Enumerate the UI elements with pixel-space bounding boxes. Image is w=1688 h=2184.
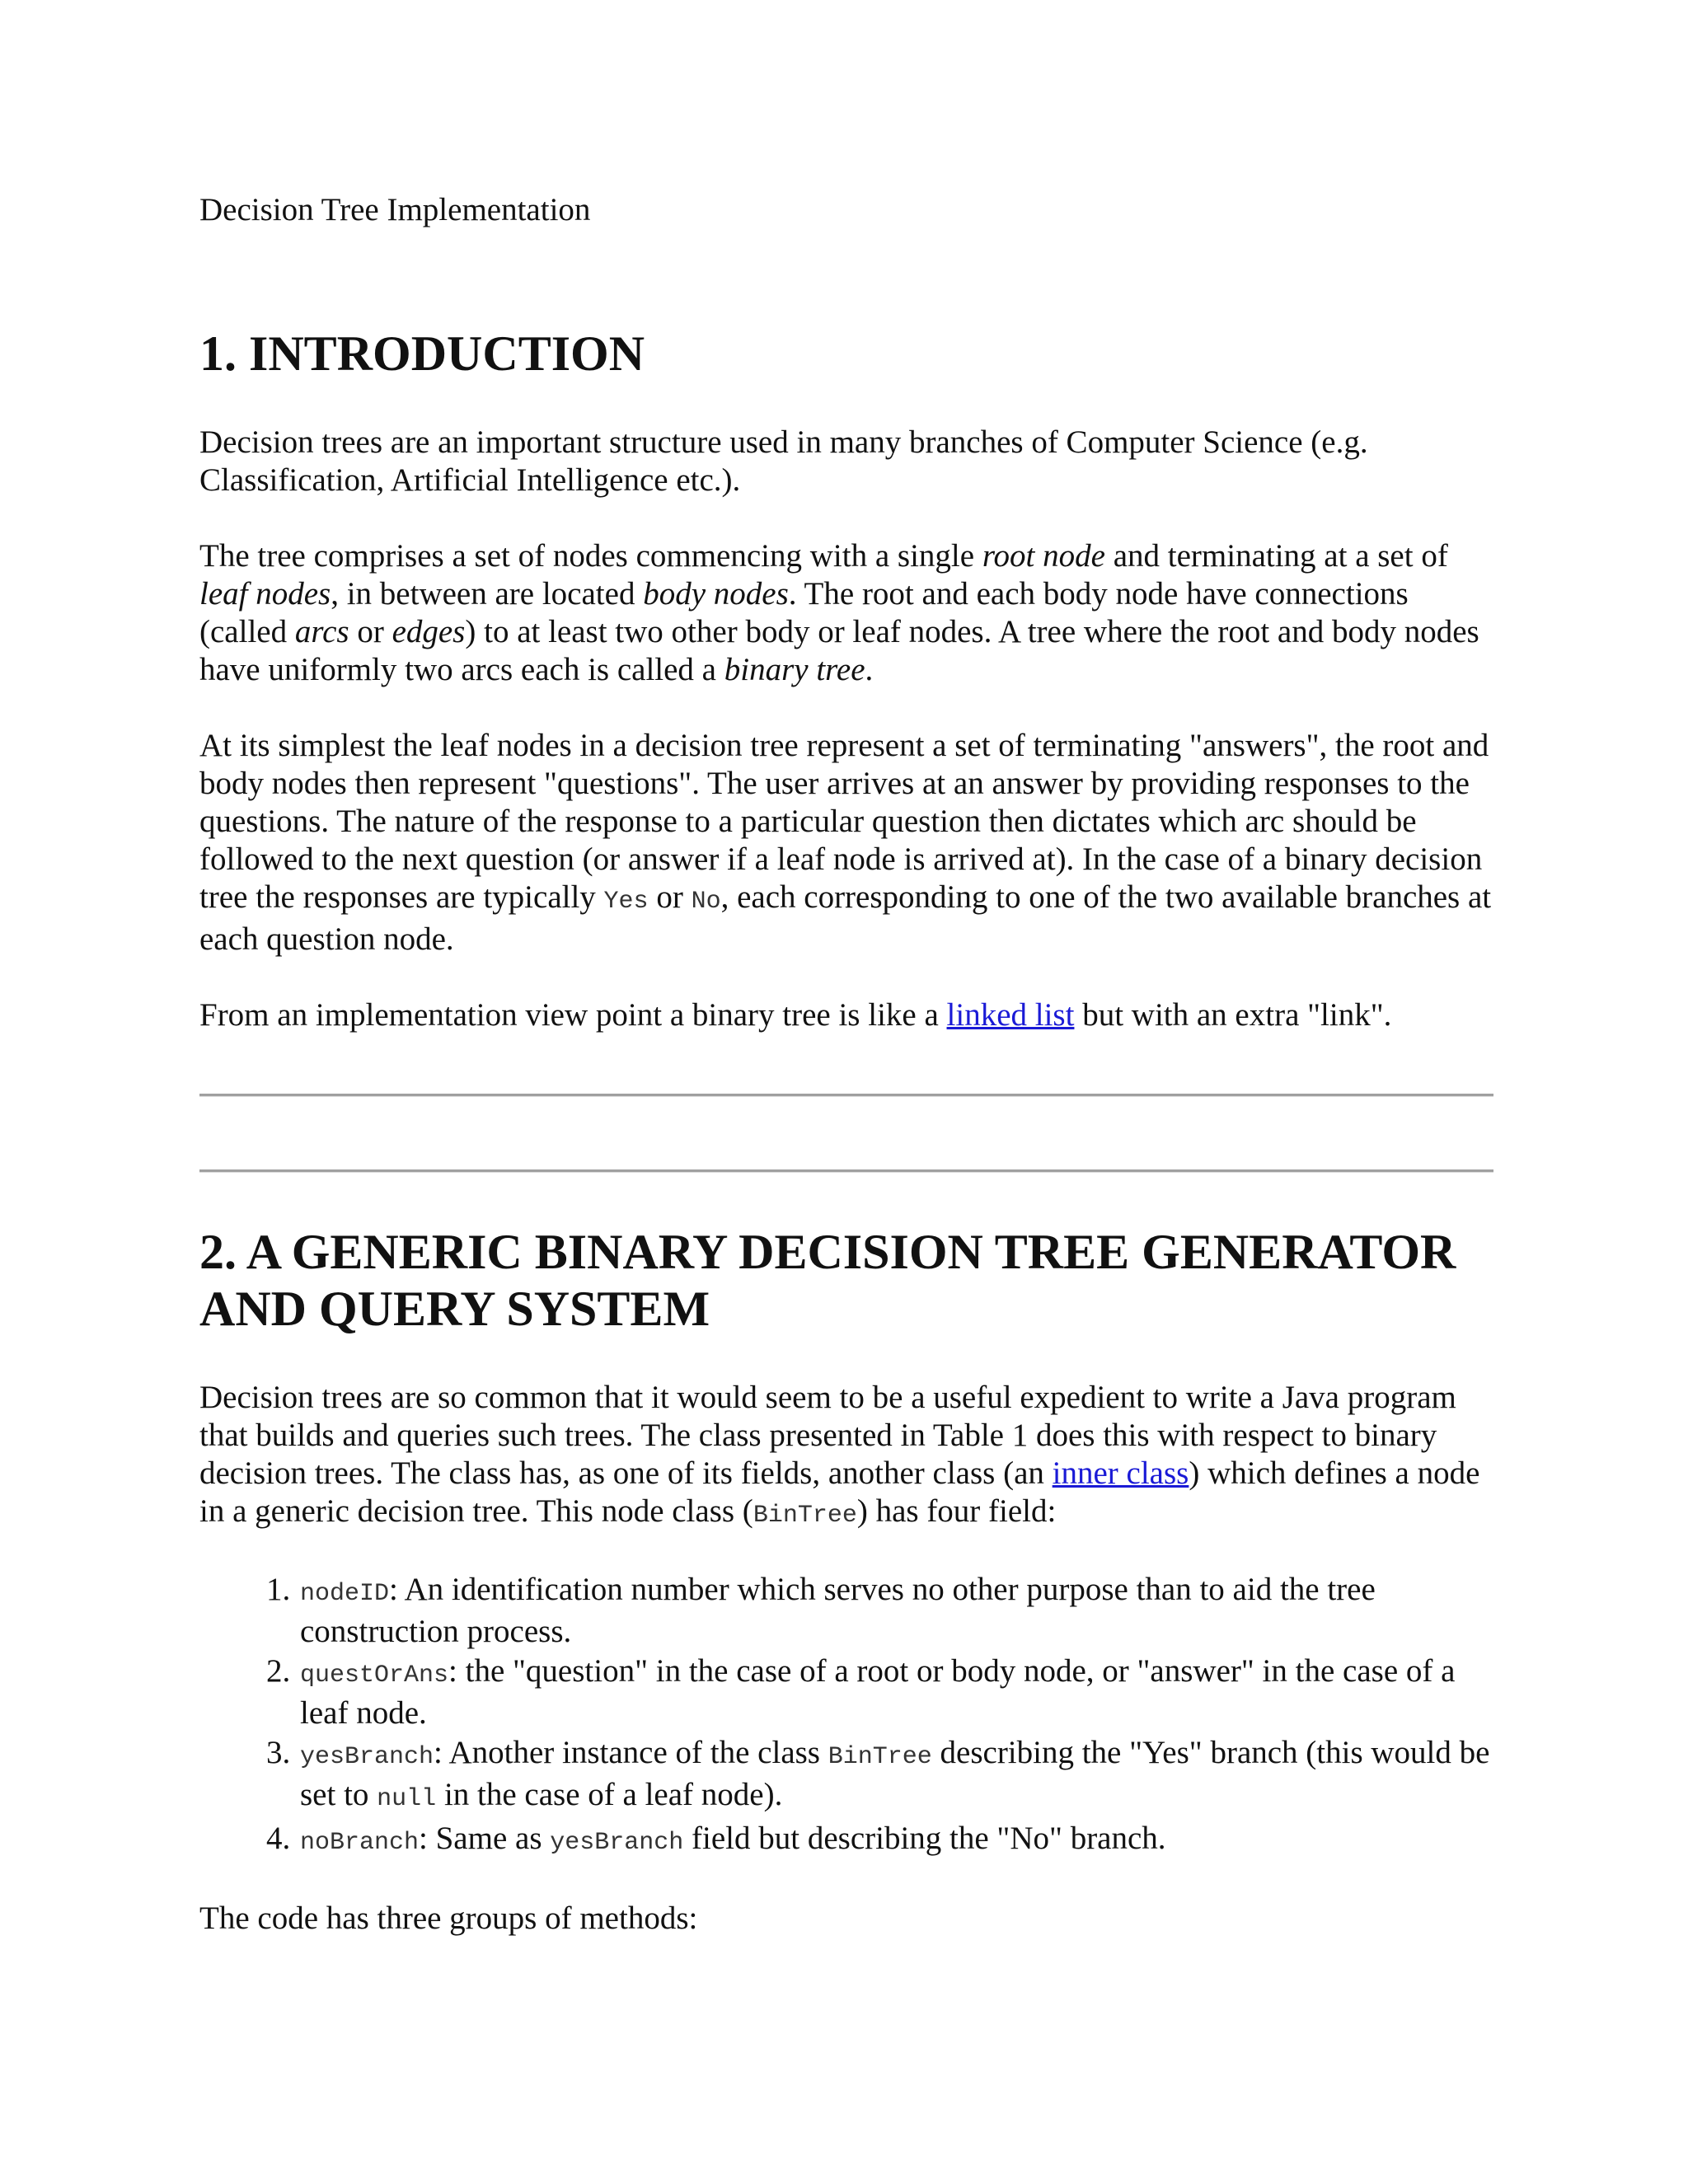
document-title: Decision Tree Implementation bbox=[199, 192, 591, 227]
term-edges: edges bbox=[392, 613, 466, 649]
code-yesbranch: yesBranch bbox=[300, 1742, 434, 1771]
inner-class-link[interactable]: inner class bbox=[1052, 1455, 1189, 1491]
intro-paragraph-3: At its simplest the leaf nodes in a decision tree represent a set of terminating "answers", the root and body nodes then represent "questions". The user arrives at an answer by providing responses to the questions. The nature of the response to a particular question then dictates which arc should be followed to the next question (or answer if a leaf node is arrived at). In the case of a binary decision tree the responses are typically Yes or No, each corresponding to one of the two available branches at each question node. bbox=[199, 727, 1492, 957]
document-body bbox=[199, 191, 1493, 1938]
list-item: 1. nodeID: An identification number which serves no other purpose than to aid the tree construction process. bbox=[298, 1571, 1493, 1651]
intro-paragraph-2: The tree comprises a set of nodes commencing with a single root node and terminating at a set of leaf nodes, in between are located body nodes. The root and each body node have connections (called arcs or edges) to at least two other body or leaf nodes. A tree where the root and body nodes have uniformly two arcs each is called a binary tree. bbox=[199, 537, 1479, 687]
code-bintree: BinTree bbox=[828, 1742, 932, 1771]
code-questorans: questOrAns bbox=[300, 1661, 449, 1690]
section-heading-generic-tree: 2. A GENERIC BINARY DECISION TREE GENERATOR AND QUERY SYSTEM bbox=[199, 1224, 1456, 1336]
field-list bbox=[199, 1571, 1493, 1862]
code-nodeid: nodeID bbox=[300, 1579, 390, 1608]
term-body-nodes: body nodes bbox=[643, 575, 789, 612]
code-yes: Yes bbox=[603, 887, 649, 916]
term-root-node: root node bbox=[982, 537, 1105, 574]
intro-paragraph-4: From an implementation view point a binary tree is like a linked list but with an extra "link". bbox=[199, 996, 1392, 1033]
code-nobranch: noBranch bbox=[300, 1828, 420, 1857]
code-yesbranch: yesBranch bbox=[550, 1828, 684, 1857]
divider bbox=[199, 1094, 1493, 1097]
code-bintree: BinTree bbox=[753, 1501, 857, 1530]
code-no: No bbox=[691, 887, 721, 916]
section-heading-introduction: 1. INTRODUCTION bbox=[199, 326, 645, 381]
list-item: 4. noBranch: Same as yesBranch field but describing the "No" branch. bbox=[298, 1820, 1493, 1862]
term-arcs: arcs bbox=[294, 613, 349, 649]
generic-paragraph-1: Decision trees are so common that it would seem to be a useful expedient to write a Java program that builds and queries such trees. The class presented in Table 1 does this with respect to binary decision trees. The class has, as one of its fields, another class (an inner class) which defines a node in a generic decision tree. This node class (BinTree) has four field: bbox=[199, 1379, 1480, 1530]
linked-list-link[interactable]: linked list bbox=[946, 996, 1075, 1033]
generic-paragraph-2: The code has three groups of methods: bbox=[199, 1900, 698, 1936]
divider bbox=[199, 1169, 1493, 1173]
list-item: 2. questOrAns: the "question" in the case of a root or body node, or "answer" in the case of a leaf node. bbox=[298, 1652, 1493, 1732]
code-null: null bbox=[377, 1784, 437, 1813]
intro-paragraph-1: Decision trees are an important structure used in many branches of Computer Science (e.g. Classification, Artificial Intelligence etc.). bbox=[199, 424, 1368, 498]
term-binary-tree: binary tree bbox=[724, 651, 865, 687]
term-leaf-nodes: leaf nodes bbox=[199, 575, 331, 612]
list-item: 3. yesBranch: Another instance of the class BinTree describing the "Yes" branch (this would be set to null in the case of a leaf node). bbox=[298, 1734, 1493, 1818]
